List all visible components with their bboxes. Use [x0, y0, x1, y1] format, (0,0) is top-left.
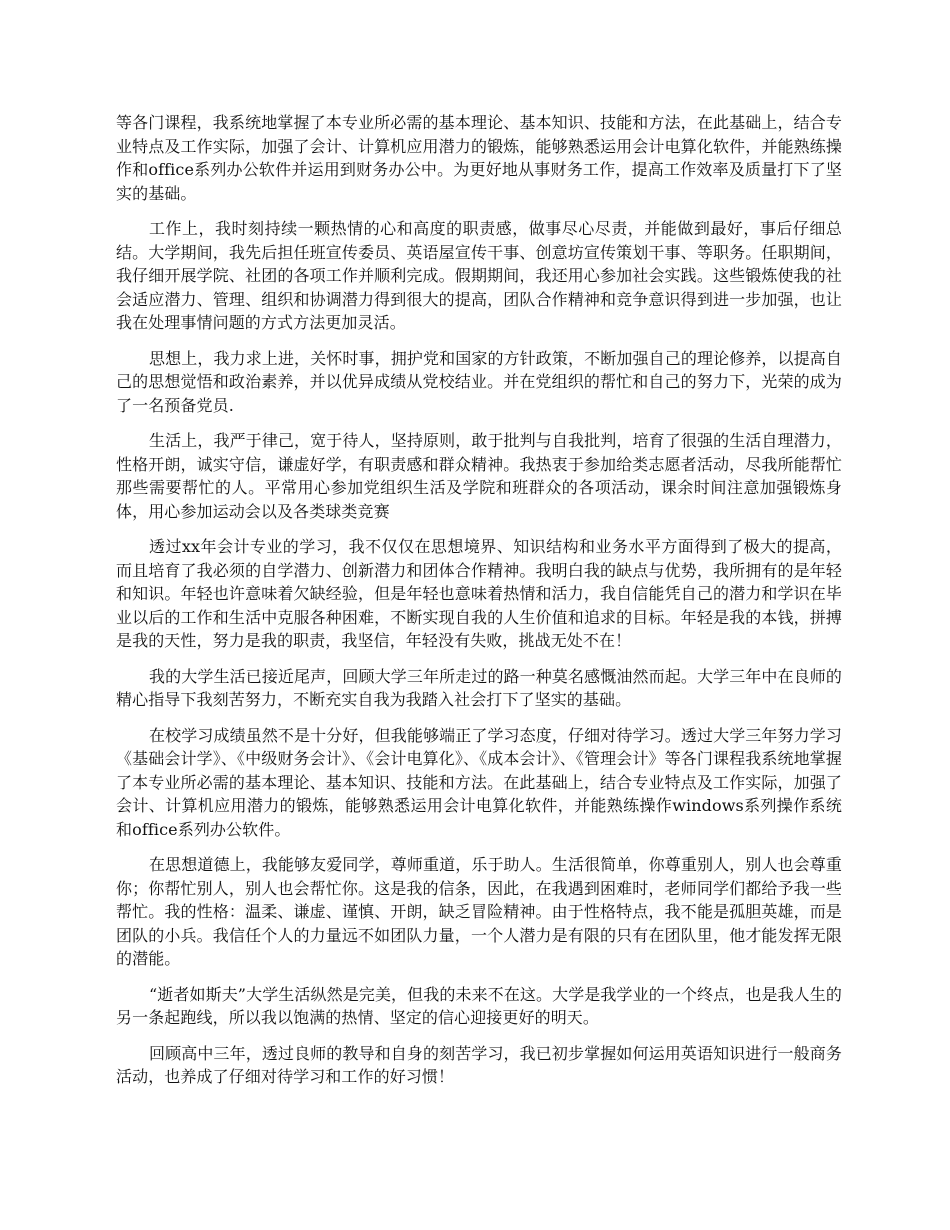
- paragraph-academic: 在校学习成绩虽然不是十分好，但我能够端正了学习态度，仔细对待学习。透过大学三年努力学习《基础会计学》、《中级财务会计》、《会计电算化》、《成本会计》、《管理会计》等各门课程我系统地掌握了本专业所必需的基本理论、基本知识、技能和方法。在此基础上，结合专业特点及工作实际，加强了会计、计算机应用潜力的锻炼，能够熟悉运用会计电算化软件，并能熟练操作windows系列操作系统和office系列办公软件。: [116, 725, 842, 839]
- paragraph-morality: 在思想道德上，我能够友爱同学，尊师重道，乐于助人。生活很简单，你尊重别人，别人也会尊重你；你帮忙别人，别人也会帮忙你。这是我的信条，因此，在我遇到困难时，老师同学们都给予我一些帮忙。我的性格：温柔、谦虚、谨慎、开朗，缺乏冒险精神。由于性格特点，我不能是孤胆英雄，而是团队的小兵。我信任个人的力量远不如团队力量，一个人潜力是有限的只有在团队里，他才能发挥无限的潜能。: [116, 855, 842, 968]
- paragraph-work: 工作上，我时刻持续一颗热情的心和高度的职责感，做事尽心尽责，并能做到最好，事后仔细总结。大学期间，我先后担任班宣传委员、英语屋宣传干事、创意坊宣传策划干事、等职务。任职期间，我仔细开展学院、社团的各项工作并顺利完成。假期期间，我还用心参加社会实践。这些锻炼使我的社会适应潜力、管理、组织和协调潜力得到很大的提高，团队合作精神和竞争意识得到进一步加强，也让我在处理事情问题的方式方法更加灵活。: [116, 219, 842, 332]
- paragraph-life: 生活上，我严于律己，宽于待人，坚持原则，敢于批判与自我批判，培育了很强的生活自理潜力，性格开朗，诚实守信，谦虚好学，有职责感和群众精神。我热衷于参加给类志愿者活动，尽我所能帮忙那些需要帮忙的人。平常用心参加党组织生活及学院和班群众的各项活动，课余时间注意加强锻炼身体，用心参加运动会以及各类球类竞赛: [116, 431, 842, 521]
- paragraph-college-end: 我的大学生活已接近尾声，回顾大学三年所走过的路一种莫名感慨油然而起。大学三年中在良师的精心指导下我刻苦努力，不断充实自我为我踏入社会打下了坚实的基础。: [116, 666, 842, 709]
- document-page: [116, 111, 842, 1101]
- paragraph-future: “逝者如斯夫”大学生活纵然是完美，但我的未来不在这。大学是我学业的一个终点，也是我人生的另一条起跑线，所以我以饱满的热情、坚定的信心迎接更好的明天。: [116, 984, 842, 1027]
- paragraph-accounting-study: 透过xx年会计专业的学习，我不仅仅在思想境界、知识结构和业务水平方面得到了极大的提高，而且培育了我必须的自学潜力、创新潜力和团体合作精神。我明白我的缺点与优势，我所拥有的是年轻和知识。年轻也许意味着欠缺经验，但是年轻也意味着热情和活力，我自信能凭自己的潜力和学识在毕业以后的工作和生活中克服各种困难，不断实现自我的人生价值和追求的目标。年轻是我的本钱，拼搏是我的天性，努力是我的职责，我坚信，年轻没有失败，挑战无处不在！: [116, 537, 842, 650]
- paragraph-high-school: 回顾高中三年，透过良师的教导和自身的刻苦学习，我已初步掌握如何运用英语知识进行一般商务活动，也养成了仔细对待学习和工作的好习惯！: [116, 1043, 842, 1086]
- paragraph-courses-summary: 等各门课程，我系统地掌握了本专业所必需的基本理论、基本知识、技能和方法，在此基础上，结合专业特点及工作实际，加强了会计、计算机应用潜力的锻炼，能够熟悉运用会计电算化软件，并能熟练操作和office系列办公软件并运用到财务办公中。为更好地从事财务工作，提高工作效率及质量打下了坚实的基础。: [116, 113, 842, 203]
- paragraph-ideology: 思想上，我力求上进，关怀时事，拥护党和国家的方针政策，不断加强自己的理论修养，以提高自己的思想觉悟和政治素养，并以优异成绩从党校结业。并在党组织的帮忙和自己的努力下，光荣的成为了一名预备党员.: [116, 348, 842, 415]
